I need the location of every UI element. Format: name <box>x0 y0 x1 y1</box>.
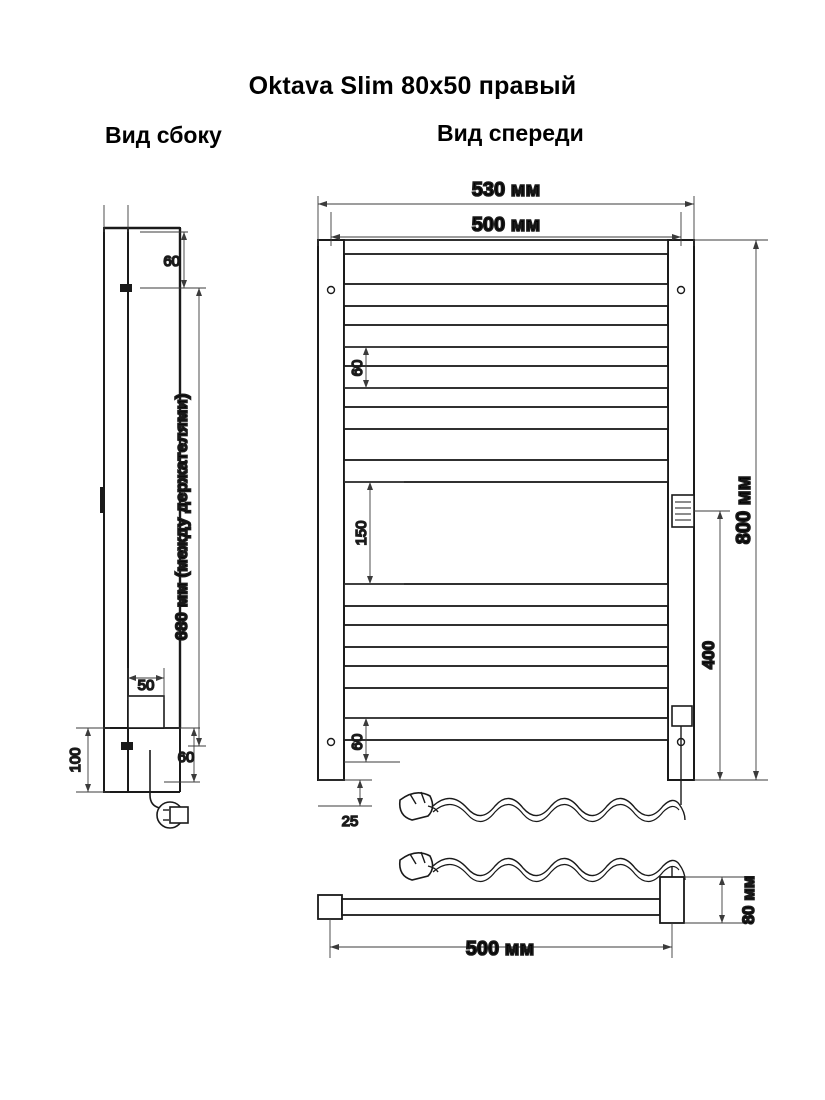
dim-front-gap-150: 150 <box>353 520 370 546</box>
dim-width-530: 530 мм <box>471 179 541 201</box>
dim-side-top-60: 60 <box>163 253 180 270</box>
page-title: Oktava Slim 80x50 правый <box>248 72 577 100</box>
side-view-label: Вид сбоку <box>105 122 222 148</box>
dim-plan-500: 500 мм <box>465 938 535 960</box>
side-plug-icon <box>157 802 188 828</box>
side-view-group <box>67 205 206 828</box>
front-view-group <box>318 179 768 830</box>
dim-front-gap-60-top: 60 <box>349 359 366 377</box>
plan-view-group <box>318 852 758 960</box>
dim-side-bottom-60: 60 <box>177 749 195 766</box>
dim-between-holders: 680 мм (между держателями) <box>172 393 191 641</box>
front-view-label: Вид спереди <box>437 120 584 146</box>
dim-side-100: 100 <box>67 747 84 773</box>
dim-plan-80: 80 мм <box>739 875 758 925</box>
dim-width-500: 500 мм <box>471 214 541 236</box>
dim-front-gap-60-bottom: 60 <box>349 733 366 751</box>
dim-side-50: 50 <box>137 677 155 694</box>
dim-front-400: 400 <box>699 640 718 670</box>
plan-power-cable <box>400 852 685 882</box>
dim-height-800: 800 мм <box>733 475 755 545</box>
dim-front-25: 25 <box>341 813 359 830</box>
